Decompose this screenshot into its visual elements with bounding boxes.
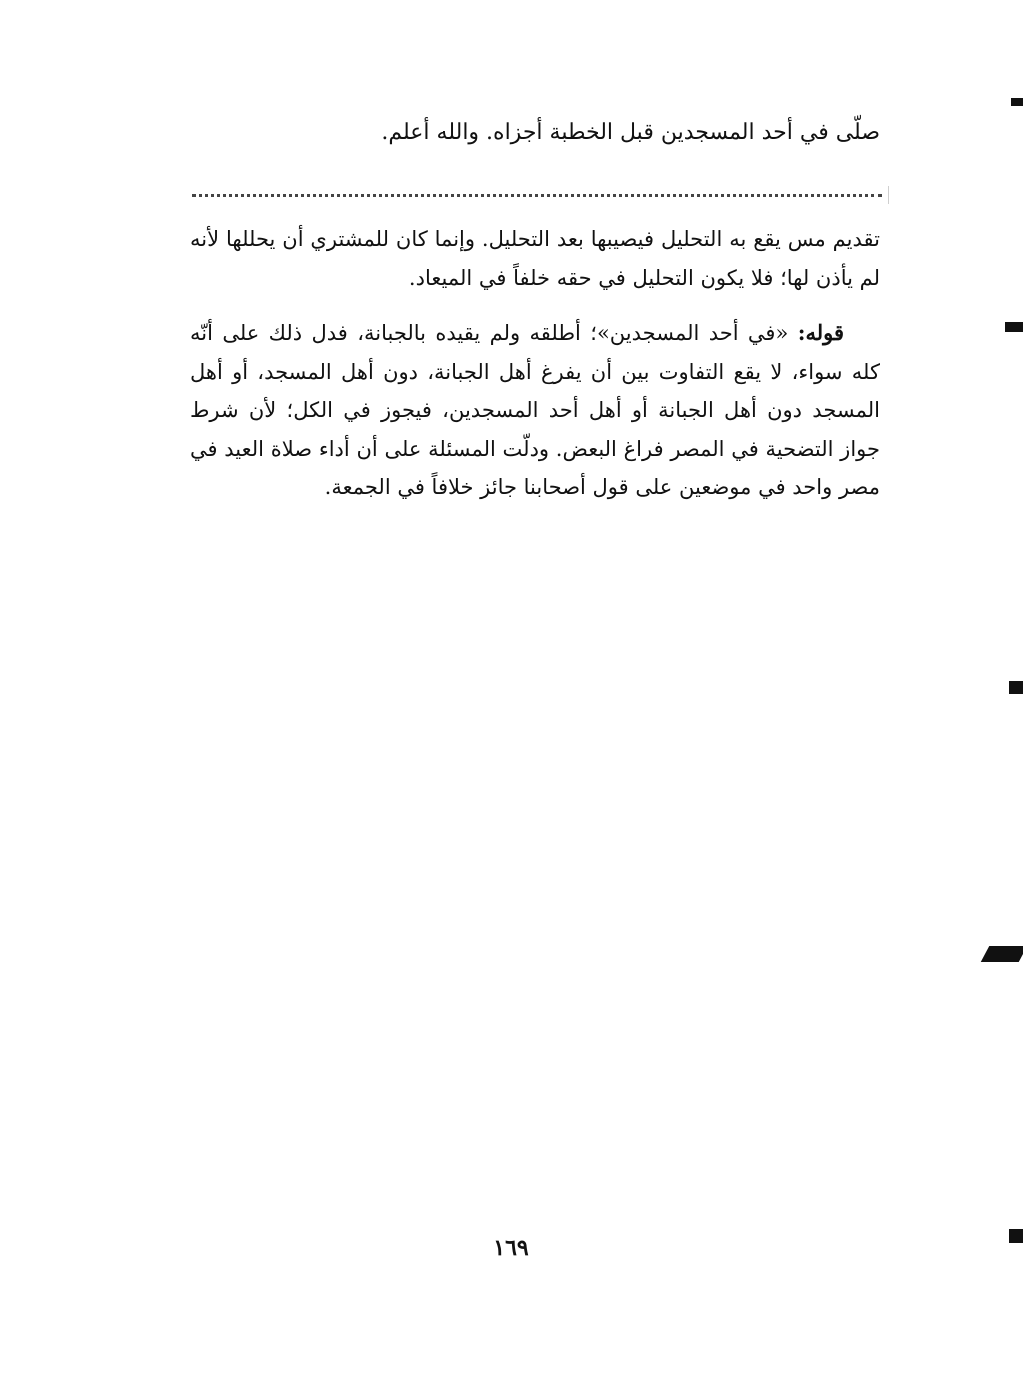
commentary-paragraph-2 (190, 314, 880, 507)
scan-edge-mark (981, 946, 1023, 962)
scan-edge-mark (1009, 1229, 1023, 1243)
section-divider (192, 194, 882, 197)
commentary-block-1 (190, 220, 880, 297)
scan-edge-mark (1011, 98, 1023, 106)
scan-edge-mark (1009, 681, 1023, 694)
commentary-block-2 (190, 314, 880, 507)
page-number: ١٦٩ (493, 1235, 529, 1261)
main-text-block (190, 113, 880, 153)
commentary-paragraph-1: تقديم مس يقع به التحليل فيصيبها بعد التحليل. وإنما كان للمشتري أن يحللها لأنه لم يأذن لها؛ فلا يكون التحليل في حقه خلفاً في الميعاد. (190, 227, 880, 290)
main-text-paragraph: صلّى في أحد المسجدين قبل الخطبة أجزاه. والله أعلم. (381, 120, 880, 145)
scan-artifact-line (888, 186, 889, 204)
scan-edge-mark (1005, 322, 1023, 332)
commentary-lead-word: قوله: (797, 320, 844, 345)
commentary-text: «في أحد المسجدين»؛ أطلقه ولم يقيده بالجبانة، فدل ذلك على أنّه كله سواء، لا يقع التفاوت بين أن يفرغ أهل الجبانة، دون أهل المسجد، أو أهل المسجد دون أهل الجبانة أو أهل أحد المسجدين، فيجوز في الكل؛ لأن شرط جواز التضحية في المصر فراغ البعض. ودلّت المسئلة على أن أداء صلاة العيد في مصر واحد في موضعين على قول أصحابنا جائز خلافاً في الجمعة. (190, 321, 880, 499)
